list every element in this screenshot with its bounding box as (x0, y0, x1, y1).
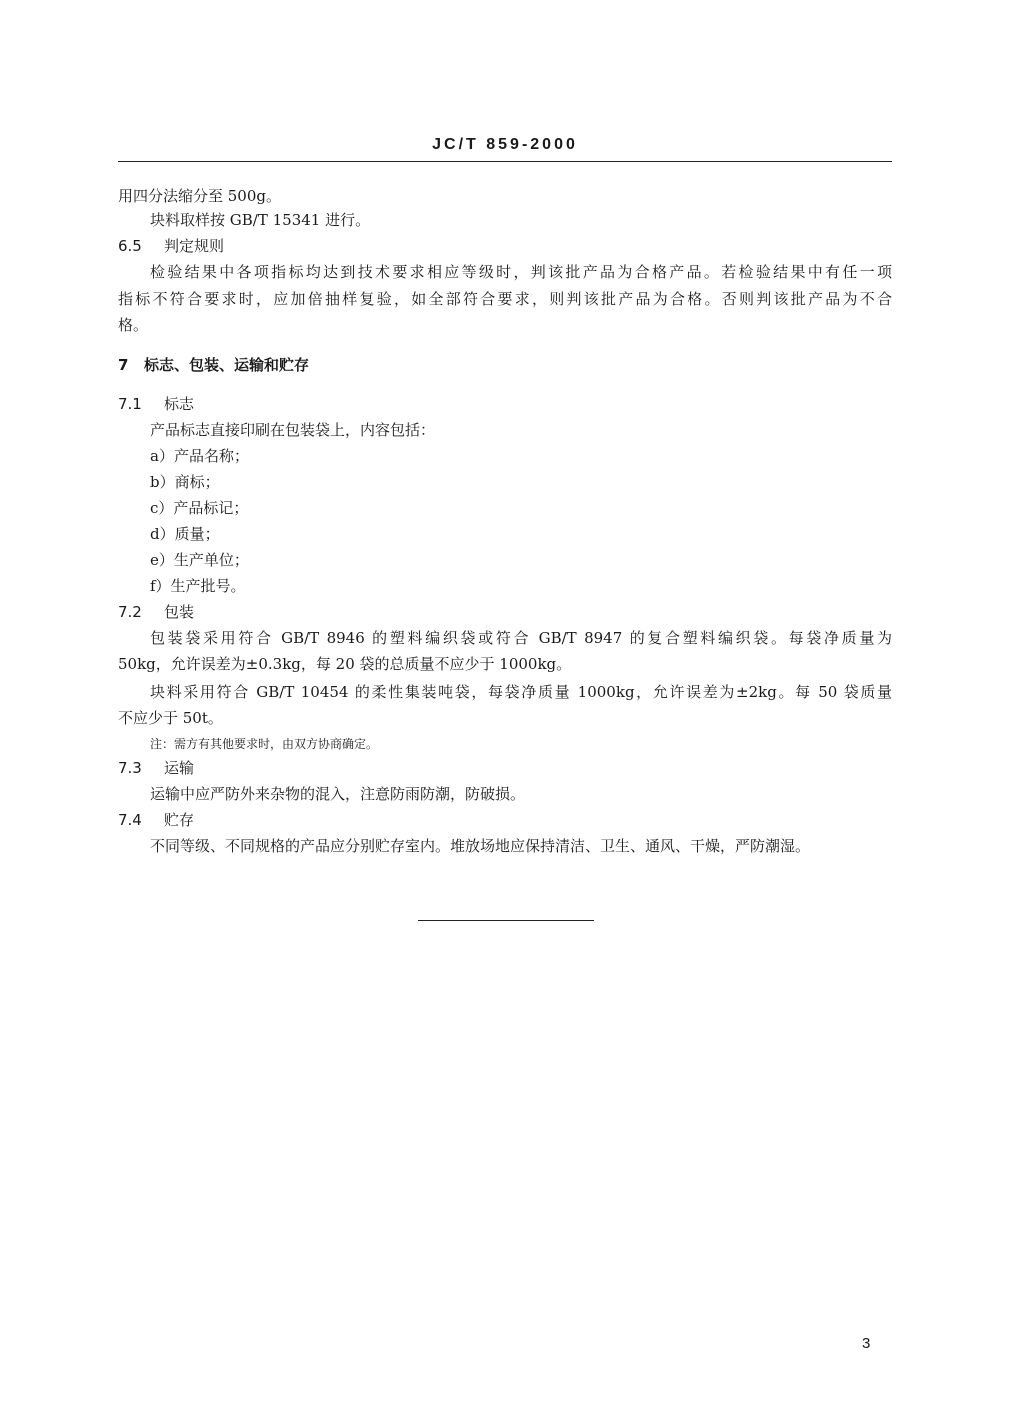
section-heading-6-5 (118, 236, 224, 256)
list-item: d）质量； (150, 525, 220, 543)
paragraph-line: 格。 (118, 316, 149, 334)
paragraph-line: 50kg，允许误差为±0.3kg，每 20 袋的总质量不应少于 1000kg。 (118, 655, 572, 673)
section-heading-7-1 (118, 394, 194, 414)
note: 注：需方有其他要求时，由双方协商确定。 (150, 737, 379, 751)
paragraph-line: 检验结果中各项指标均达到技术要求相应等级时，判该批产品为合格产品。若检验结果中有任一项 (150, 263, 892, 281)
section-title: 贮存 (164, 811, 195, 829)
section-heading-7-2 (118, 602, 194, 622)
list-item: c）产品标记； (150, 499, 249, 517)
section-title: 判定规则 (164, 237, 225, 255)
section-number: 7 (118, 356, 129, 374)
standard-code-header: JC/T 859-2000 (432, 136, 578, 153)
paragraph-line: 块料取样按 GB/T 15341 进行。 (150, 211, 371, 229)
list-item: e）生产单位； (150, 551, 249, 569)
paragraph-line: 不同等级、不同规格的产品应分别贮存室内。堆放场地应保持清洁、卫生、通风、干燥，严防潮湿。 (150, 837, 811, 855)
section-number: 7.1 (118, 395, 142, 413)
list-item: f）生产批号。 (150, 577, 246, 595)
paragraph-line: 块料采用符合 GB/T 10454 的柔性集装吨袋，每袋净质量 1000kg，允许误差为±2kg。每 50 袋质量 (150, 683, 892, 701)
list-item: b）商标； (150, 473, 220, 491)
paragraph-line: 运输中应严防外来杂物的混入，注意防雨防潮，防破损。 (150, 785, 526, 803)
page-number: 3 (862, 1335, 871, 1352)
paragraph-line: 包装袋采用符合 GB/T 8946 的塑料编织袋或符合 GB/T 8947 的复合塑料编织袋。每袋净质量为 (150, 629, 892, 647)
paragraph-line: 产品标志直接印刷在包装袋上，内容包括： (150, 421, 436, 439)
paragraph-line: 指标不符合要求时，应加倍抽样复验，如全部符合要求，则判该批产品为合格。否则判该批产品为不合 (118, 290, 892, 308)
end-rule (418, 920, 594, 921)
section-number: 7.4 (118, 811, 142, 829)
section-heading-7 (118, 355, 309, 375)
header-rule (118, 161, 892, 162)
section-number: 7.3 (118, 759, 142, 777)
paragraph-line: 用四分法缩分至 500g。 (118, 187, 282, 205)
list-item: a）产品名称； (150, 447, 249, 465)
section-heading-7-3 (118, 758, 194, 778)
section-heading-7-4 (118, 810, 194, 830)
section-title: 包装 (164, 603, 195, 621)
paragraph-line: 不应少于 50t。 (118, 709, 223, 727)
section-number: 6.5 (118, 237, 142, 255)
section-title: 标志 (164, 395, 195, 413)
section-title: 运输 (164, 759, 195, 777)
section-number: 7.2 (118, 603, 142, 621)
section-title: 标志、包装、运输和贮存 (144, 356, 310, 374)
